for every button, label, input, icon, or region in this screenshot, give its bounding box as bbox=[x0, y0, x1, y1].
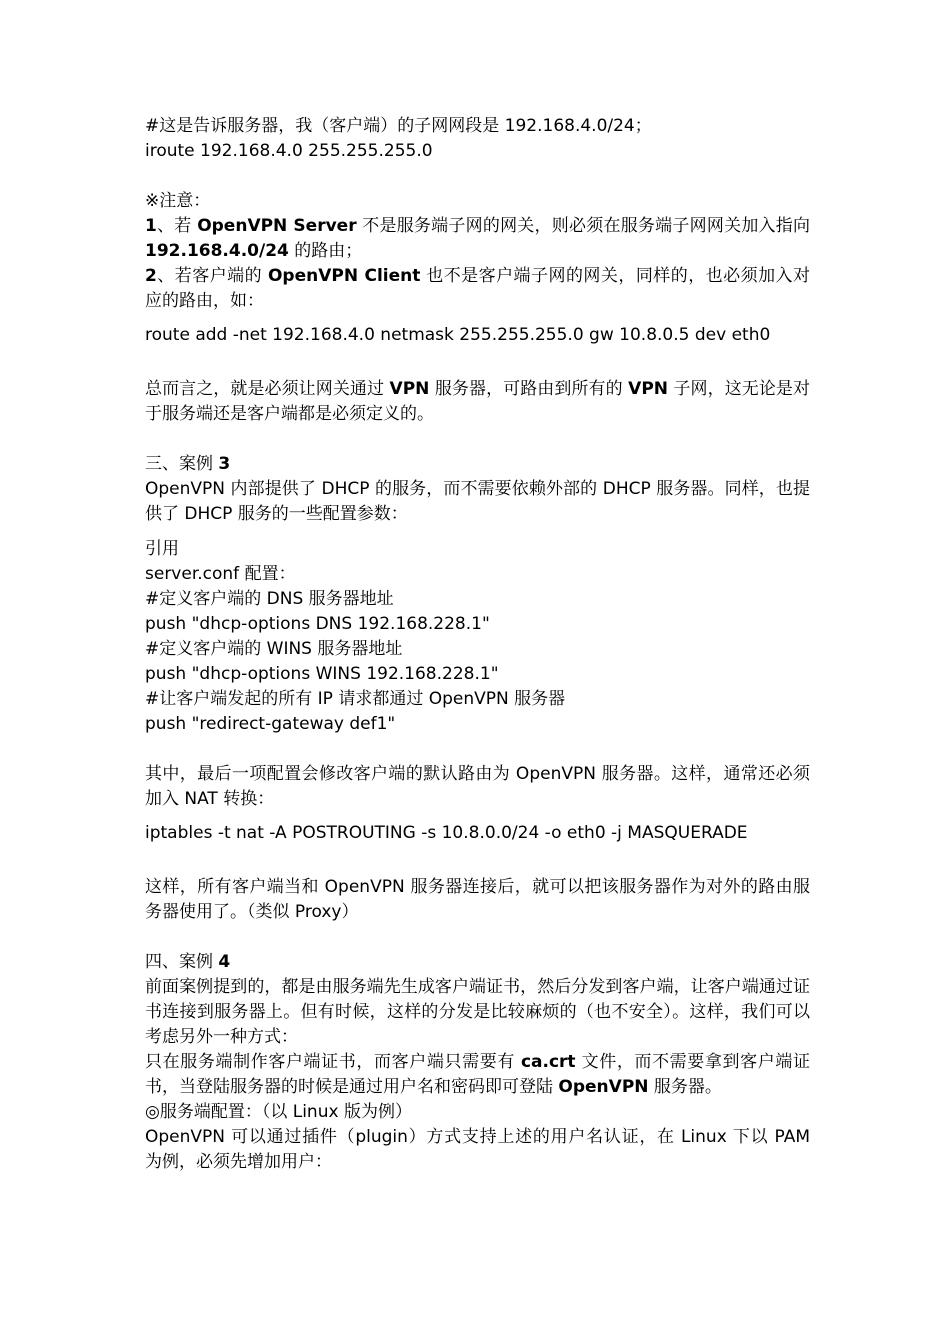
iptables-command: iptables -t nat -A POSTROUTING -s 10.8.0.0/24 -o eth0 -j MASQUERADE bbox=[145, 823, 748, 843]
comment-line: #这是告诉服务器，我（客户端）的子网网段是 192.168.4.0/24； bbox=[145, 116, 652, 136]
case3-paragraph: OpenVPN 内部提供了 DHCP 的服务，而不需要依赖外部的 DHCP 服务器。同样，也提供了 DHCP 服务的一些配置参数： bbox=[145, 479, 810, 524]
note-number: 2 bbox=[145, 266, 157, 286]
ca-text: 服务器。 bbox=[648, 1077, 722, 1097]
note-text: 不是服务端子网的网关，则必须在服务端子网网关加入指向 bbox=[356, 216, 811, 236]
ca-keyword: ca.crt bbox=[520, 1052, 576, 1072]
iroute-line: iroute 192.168.4.0 255.255.255.0 bbox=[145, 141, 433, 161]
summary-text: 子网，这无论是对于服务端还是客户端都是必须定义的。 bbox=[145, 379, 811, 424]
server-config-heading: ◎服务端配置：（以 Linux 版为例） bbox=[145, 1102, 412, 1122]
proxy-paragraph: 这样，所有客户端当和 OpenVPN 服务器连接后，就可以把该服务器作为对外的路由服务器使用了。（类似 Proxy） bbox=[145, 877, 810, 922]
quote-label: 引用 bbox=[145, 539, 179, 559]
ca-text: 只在服务端制作客户端证书，而客户端只需要有 bbox=[145, 1052, 521, 1072]
note-text: 的路由； bbox=[288, 241, 363, 261]
config-line: #让客户端发起的所有 IP 请求都通过 OpenVPN 服务器 bbox=[145, 689, 566, 709]
summary-text: 服务器，可路由到所有的 bbox=[429, 379, 629, 399]
heading-number: 3 bbox=[218, 454, 231, 474]
summary-keyword: VPN bbox=[389, 379, 430, 399]
note-item-2 bbox=[145, 264, 810, 314]
ca-paragraph bbox=[145, 1050, 810, 1100]
config-line: push "dhcp-options WINS 192.168.228.1" bbox=[145, 664, 499, 684]
route-command: route add -net 192.168.4.0 netmask 255.255.255.0 gw 10.8.0.5 dev eth0 bbox=[145, 325, 771, 345]
spacer bbox=[145, 850, 810, 875]
summary-text: 总而言之，就是必须让网关通过 bbox=[145, 379, 390, 399]
plugin-paragraph: OpenVPN 可以通过插件（plugin）方式支持上述的用户名认证，在 Linux 下以 PAM 为例，必须先增加用户： bbox=[145, 1127, 810, 1172]
note-keyword: OpenVPN Server bbox=[197, 216, 357, 236]
summary-paragraph bbox=[145, 377, 810, 427]
case4-paragraph: 前面案例提到的，都是由服务端先生成客户端证书，然后分发到客户端，让客户端通过证书连接到服务器上。但有时候，这样的分发是比较麻烦的（也不安全）。这样，我们可以考虑另外一种方式： bbox=[145, 977, 810, 1047]
spacer bbox=[145, 925, 810, 950]
ca-keyword: OpenVPN bbox=[558, 1077, 649, 1097]
note-text: 、若客户端的 bbox=[156, 266, 268, 286]
summary-keyword: VPN bbox=[628, 379, 668, 399]
config-line: server.conf 配置： bbox=[145, 564, 296, 584]
note-keyword: 192.168.4.0/24 bbox=[145, 241, 289, 261]
note-number: 1 bbox=[145, 216, 157, 236]
ca-text: 文件，而不需要拿到客户端证书，当登陆服务器的时候是通过用户名和密码即可登陆 bbox=[145, 1052, 810, 1097]
note-item-1 bbox=[145, 214, 810, 264]
case3-heading bbox=[145, 452, 810, 477]
note-title: ※注意： bbox=[145, 191, 211, 211]
config-line: #定义客户端的 WINS 服务器地址 bbox=[145, 639, 403, 659]
spacer bbox=[145, 164, 810, 189]
document-page bbox=[145, 114, 810, 1175]
heading-text: 四、案例 bbox=[145, 952, 219, 972]
config-line: push "dhcp-options DNS 192.168.228.1" bbox=[145, 614, 490, 634]
note-text: 、若 bbox=[156, 216, 198, 236]
config-line: push "redirect-gateway def1" bbox=[145, 714, 396, 734]
spacer bbox=[145, 527, 810, 537]
nat-paragraph: 其中，最后一项配置会修改客户端的默认路由为 OpenVPN 服务器。这样，通常还必须加入 NAT 转换： bbox=[145, 764, 810, 809]
heading-text: 三、案例 bbox=[145, 454, 219, 474]
note-keyword: OpenVPN Client bbox=[267, 266, 421, 286]
spacer bbox=[145, 737, 810, 762]
spacer bbox=[145, 352, 810, 377]
spacer bbox=[145, 427, 810, 452]
heading-number: 4 bbox=[218, 952, 231, 972]
case4-heading bbox=[145, 950, 810, 975]
note-text: 也不是客户端子网的网关，同样的，也必须加入对应的路由，如： bbox=[145, 266, 811, 311]
config-line: #定义客户端的 DNS 服务器地址 bbox=[145, 589, 394, 609]
